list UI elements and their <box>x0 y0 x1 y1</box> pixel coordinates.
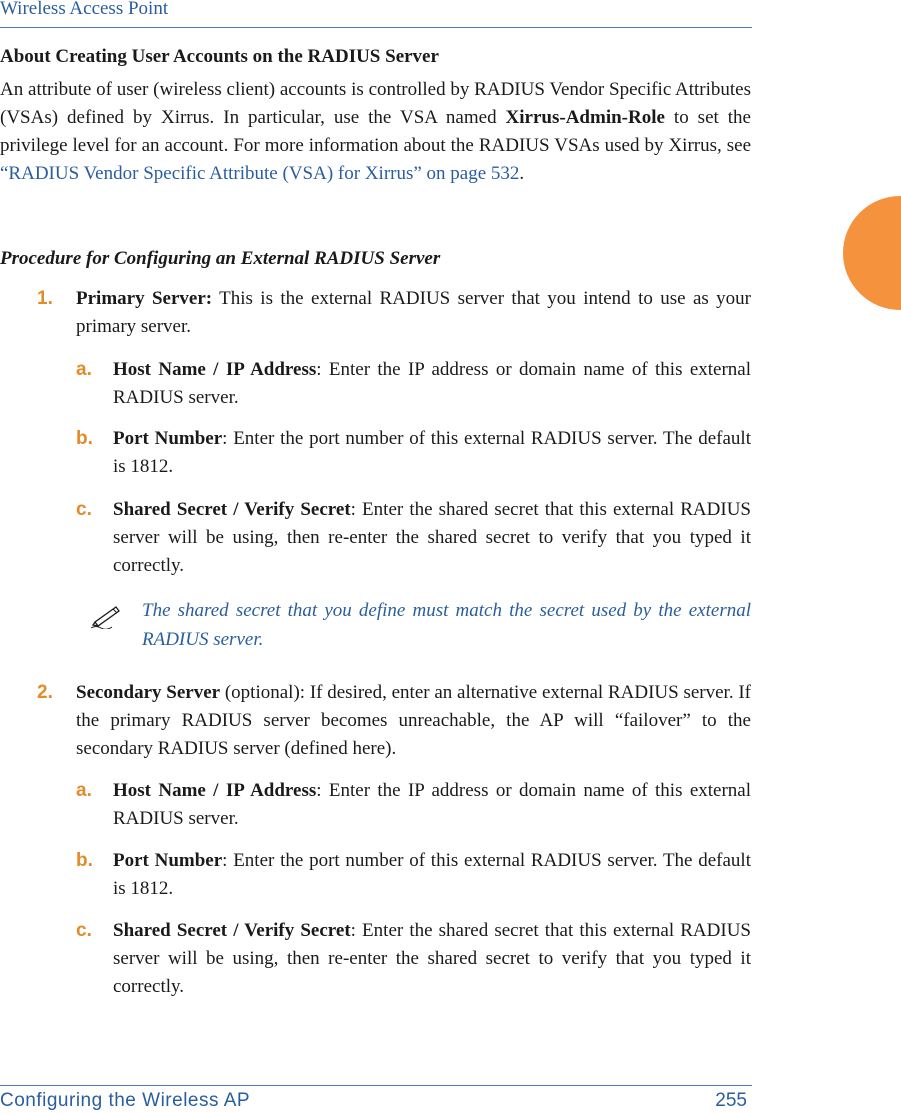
substep-shared-secret: Shared Secret / Verify Secret: Enter the shared secret that this external RADIUS server will be using, then re-enter the shared secret to verify that you typed it correctly. <box>113 920 751 997</box>
vsa-name: Xirrus-Admin-Role <box>505 107 665 128</box>
substep-host-name: Host Name / IP Address: Enter the IP address or domain name of this external RADIUS server. <box>113 359 751 408</box>
substep-port-number: Port Number: Enter the port number of this external RADIUS server. The default is 1812. <box>113 850 751 899</box>
page-number: 255 <box>715 1090 747 1111</box>
footer-rule <box>0 1085 752 1086</box>
substep-host-name: Host Name / IP Address: Enter the IP address or domain name of this external RADIUS server. <box>113 780 751 829</box>
intro-paragraph: An attribute of user (wireless client) accounts is controlled by RADIUS Vendor Specific Attributes (VSAs) defined by Xirrus. In particular, use the VSA named Xirrus-Admin-Role to set the privilege level for an account. For more information about the RADIUS VSAs used by Xirrus, see “RADIUS Vendor Specific Attribute (VSA) for Xirrus” on page 532. <box>0 79 751 184</box>
section-heading-procedure: Procedure for Configuring an External RADIUS Server <box>0 248 441 269</box>
note-text: The shared secret that you define must match the secret used by the external RADIUS server. <box>142 600 751 650</box>
step-primary-server: Primary Server: This is the external RADIUS server that you intend to use as your primary server. <box>76 288 751 337</box>
substep-letter: b. <box>76 850 93 871</box>
substep-port-number: Port Number: Enter the port number of this external RADIUS server. The default is 1812. <box>113 428 751 477</box>
substep-letter: c. <box>76 920 92 941</box>
step-secondary-server: Secondary Server (optional): If desired, enter an alternative external RADIUS server. If the primary RADIUS server becomes unreachable, the AP will “failover” to the secondary RADIUS server (defined here). <box>76 682 751 759</box>
header-rule <box>0 27 752 28</box>
step-number: 1. <box>37 288 53 309</box>
substep-shared-secret: Shared Secret / Verify Secret: Enter the shared secret that this external RADIUS server will be using, then re-enter the shared secret to verify that you typed it correctly. <box>113 499 751 576</box>
pencil-note-icon <box>90 605 122 629</box>
footer-section-title: Configuring the Wireless AP <box>0 1090 251 1111</box>
substep-letter: b. <box>76 428 93 449</box>
substep-letter: c. <box>76 499 92 520</box>
running-header: Wireless Access Point <box>0 0 169 19</box>
step-number: 2. <box>37 682 53 703</box>
substep-letter: a. <box>76 780 92 801</box>
cross-reference-link[interactable]: “RADIUS Vendor Specific Attribute (VSA) for Xirrus” on page 532 <box>0 163 520 184</box>
substep-letter: a. <box>76 359 92 380</box>
chapter-tab <box>843 196 901 310</box>
section-heading-accounts: About Creating User Accounts on the RADIUS Server <box>0 46 439 67</box>
